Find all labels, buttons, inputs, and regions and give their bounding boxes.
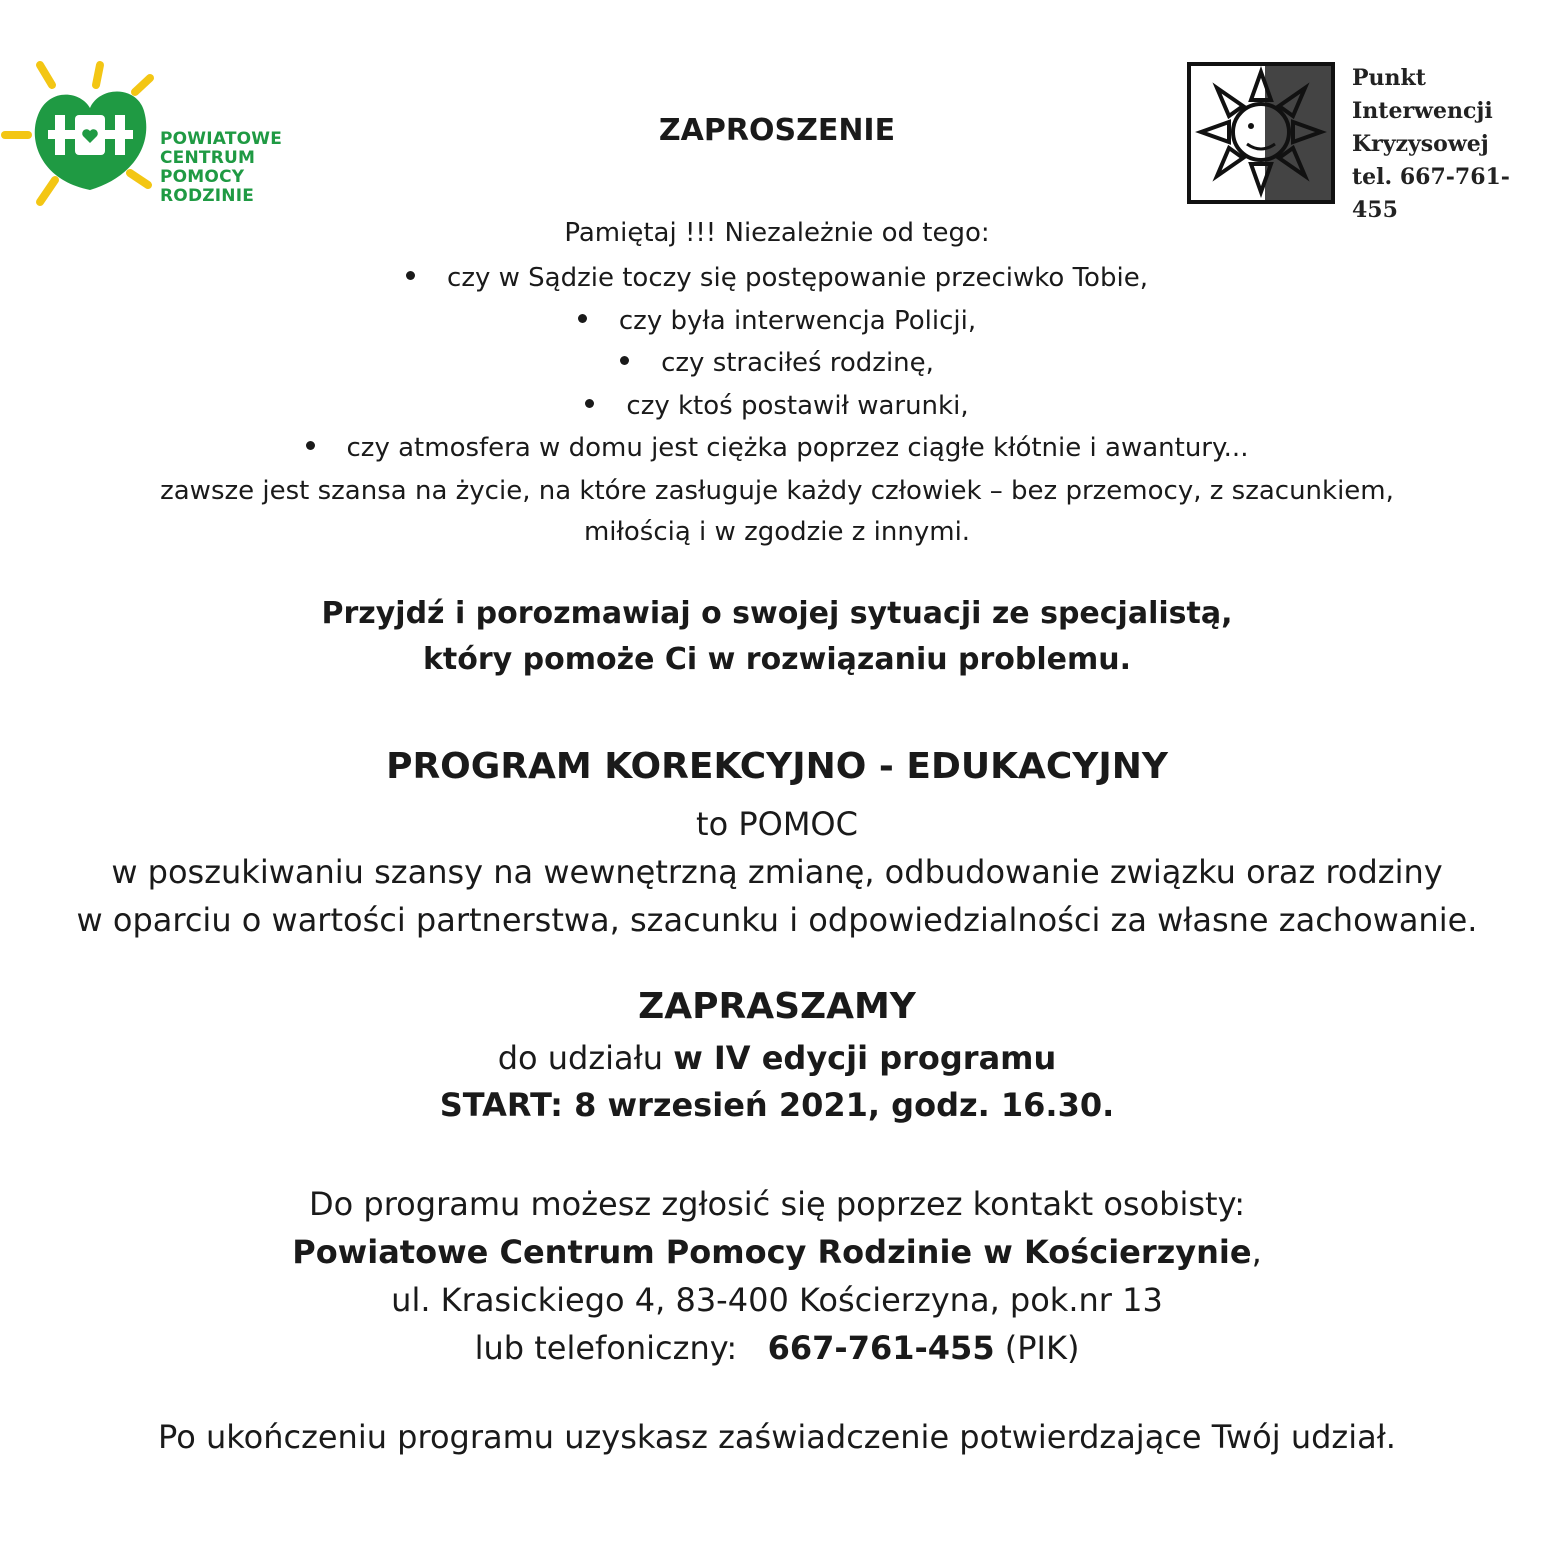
logo-left-line: RODZINIE	[160, 186, 255, 206]
hope-line: zawsze jest szansa na życie, na które zasługuje każdy człowiek – bez przemocy, z szacunkiem,	[160, 476, 1394, 506]
remember-line: Pamiętaj !!! Niezależnie od tego:	[564, 218, 990, 248]
contact-phone-line	[0, 1324, 1554, 1372]
list-item	[0, 258, 1554, 301]
logo-right-line: tel. 667-761-455	[1352, 164, 1510, 223]
bullet-icon	[578, 314, 587, 323]
program-line: w oparciu o wartości partnerstwa, szacunku i odpowiedzialności za własne zachowanie.	[76, 901, 1478, 939]
logo-right-line: Interwencji	[1352, 98, 1493, 124]
contact-org-line	[0, 1228, 1554, 1276]
invite-line: który pomoże Ci w rozwiązaniu problemu.	[422, 642, 1132, 677]
page-title: ZAPROSZENIE	[658, 113, 896, 148]
logo-left-line: CENTRUM	[160, 148, 256, 168]
org-suffix: ,	[1251, 1233, 1262, 1271]
list-item	[0, 301, 1554, 344]
list-item-text: czy ktoś postawił warunki,	[626, 390, 969, 421]
program-line: w poszukiwaniu szansy na wewnętrzną zmianę, odbudowanie związku oraz rodziny	[111, 853, 1443, 891]
hope-paragraph	[0, 471, 1554, 553]
edition-line	[0, 1039, 1554, 1077]
conditions-list	[0, 258, 1554, 471]
footer-note: Po ukończeniu programu uzyskasz zaświadczenie potwierdzające Twój udział.	[158, 1418, 1396, 1456]
phone-number: 667-761-455	[767, 1329, 995, 1367]
logo-left-line: POMOCY	[160, 167, 245, 187]
list-item	[0, 343, 1554, 386]
invite-line: Przyjdź i porozmawiaj o swojej sytuacji ze specjalistą,	[321, 596, 1233, 631]
invite-paragraph	[0, 591, 1554, 683]
program-title: PROGRAM KOREKCYJNO - EDUKACYJNY	[386, 746, 1168, 787]
contact-address: ul. Krasickiego 4, 83-400 Kościerzyna, pok.nr 13	[391, 1281, 1163, 1319]
list-item	[0, 428, 1554, 471]
logo-right-line: Kryzysowej	[1352, 131, 1489, 157]
bullet-icon	[306, 441, 315, 450]
start-date: START: 8 wrzesień 2021, godz. 16.30.	[439, 1086, 1115, 1124]
phone-prefix: lub telefoniczny:	[474, 1329, 768, 1367]
bullet-icon	[585, 399, 594, 408]
bullet-icon	[620, 356, 629, 365]
list-item-text: czy atmosfera w domu jest ciężka poprzez ciągłe kłótnie i awantury...	[346, 433, 1249, 463]
bullet-icon	[406, 271, 415, 280]
list-item-text: czy była interwencja Policji,	[618, 305, 977, 336]
logo-right-line: Punkt	[1352, 65, 1426, 91]
list-item	[0, 386, 1554, 429]
invitation-heading: ZAPRASZAMY	[638, 986, 916, 1027]
program-line: to POMOC	[696, 805, 858, 843]
logo-left-line: POWIATOWE	[160, 129, 283, 149]
list-item-text: czy straciłeś rodzinę,	[661, 348, 934, 378]
program-description	[0, 800, 1554, 944]
contact-intro: Do programu możesz zgłosić się poprzez kontakt osobisty:	[309, 1185, 1245, 1223]
edition-name: w IV edycji programu	[673, 1039, 1057, 1077]
edition-prefix: do udziału	[497, 1039, 674, 1077]
organization-name: Powiatowe Centrum Pomocy Rodzinie w Kościerzynie	[292, 1233, 1252, 1271]
hope-line: miłością i w zgodzie z innymi.	[583, 517, 971, 547]
phone-suffix: (PIK)	[994, 1329, 1080, 1367]
list-item-text: czy w Sądzie toczy się postępowanie przeciwko Tobie,	[447, 263, 1148, 293]
contact-section	[0, 1180, 1554, 1372]
